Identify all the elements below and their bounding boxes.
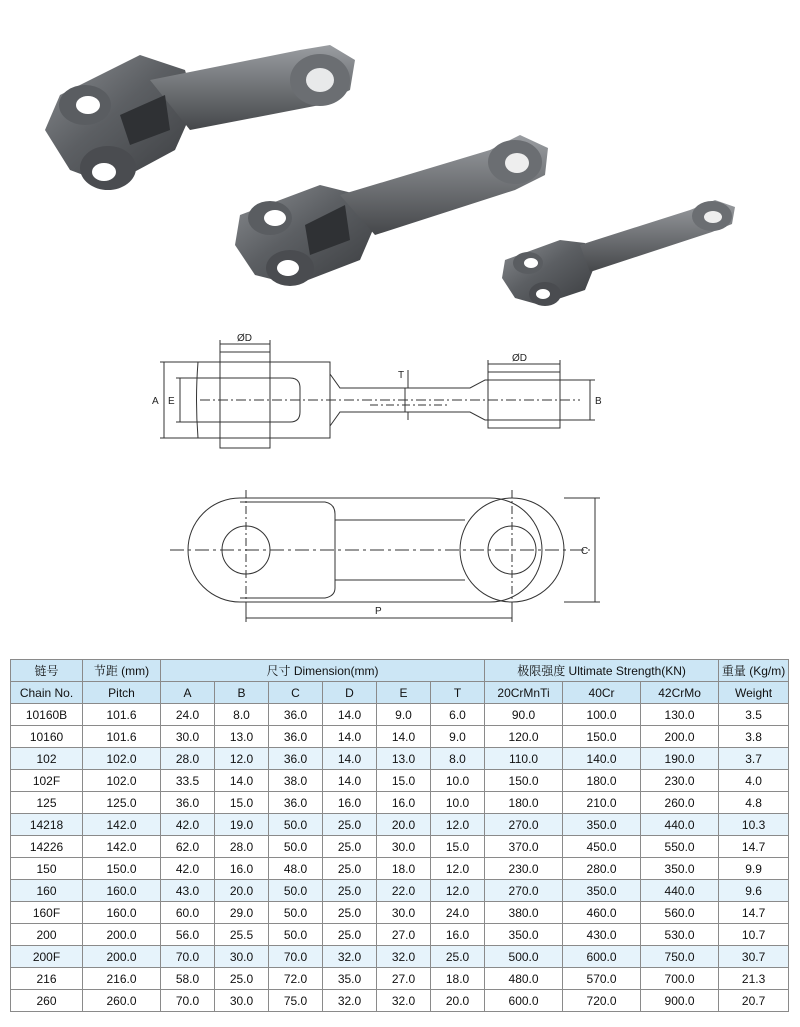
table-row	[11, 902, 789, 924]
table-cell: 150.0	[83, 858, 161, 880]
chain-spec-table	[10, 659, 789, 1012]
table-cell: 9.6	[719, 880, 789, 902]
table-cell: 70.0	[161, 946, 215, 968]
table-cell: 160.0	[83, 880, 161, 902]
table-cell: 200	[11, 924, 83, 946]
table-cell: 150	[11, 858, 83, 880]
table-cell: 38.0	[269, 770, 323, 792]
table-row	[11, 748, 789, 770]
table-cell: 370.0	[485, 836, 563, 858]
table-cell: 16.0	[377, 792, 431, 814]
dim-label-d-fork: ØD	[237, 333, 252, 344]
spec-table-body	[11, 704, 789, 1012]
table-cell: 100.0	[563, 704, 641, 726]
table-cell: 30.0	[161, 726, 215, 748]
table-cell: 4.8	[719, 792, 789, 814]
column-header-row	[11, 682, 789, 704]
header-pitch-cn: 节距 (mm)	[83, 660, 161, 682]
table-cell: 270.0	[485, 880, 563, 902]
group-header-row	[11, 660, 789, 682]
table-row	[11, 792, 789, 814]
table-cell: 20.0	[215, 880, 269, 902]
table-cell: 230.0	[641, 770, 719, 792]
table-cell: 12.0	[215, 748, 269, 770]
table-cell: 142.0	[83, 814, 161, 836]
table-cell: 125	[11, 792, 83, 814]
table-cell: 10.0	[431, 792, 485, 814]
side-view-drawing	[140, 330, 620, 450]
table-cell: 30.0	[377, 902, 431, 924]
table-cell: 570.0	[563, 968, 641, 990]
col-weight: Weight	[719, 682, 789, 704]
table-cell: 750.0	[641, 946, 719, 968]
table-cell: 24.0	[161, 704, 215, 726]
table-cell: 20.0	[431, 990, 485, 1012]
table-cell: 350.0	[485, 924, 563, 946]
table-cell: 32.0	[323, 946, 377, 968]
table-cell: 550.0	[641, 836, 719, 858]
table-cell: 50.0	[269, 814, 323, 836]
table-cell: 440.0	[641, 814, 719, 836]
table-cell: 102F	[11, 770, 83, 792]
table-cell: 102.0	[83, 748, 161, 770]
table-cell: 30.0	[215, 990, 269, 1012]
table-cell: 900.0	[641, 990, 719, 1012]
table-cell: 15.0	[431, 836, 485, 858]
table-cell: 600.0	[563, 946, 641, 968]
table-cell: 32.0	[323, 990, 377, 1012]
table-cell: 140.0	[563, 748, 641, 770]
table-cell: 32.0	[377, 990, 431, 1012]
table-cell: 350.0	[563, 814, 641, 836]
table-cell: 110.0	[485, 748, 563, 770]
table-cell: 30.7	[719, 946, 789, 968]
table-cell: 36.0	[269, 748, 323, 770]
table-cell: 260	[11, 990, 83, 1012]
table-cell: 102.0	[83, 770, 161, 792]
table-cell: 36.0	[269, 704, 323, 726]
table-cell: 280.0	[563, 858, 641, 880]
product-photo	[0, 0, 800, 330]
table-cell: 25.0	[323, 814, 377, 836]
table-cell: 160F	[11, 902, 83, 924]
table-cell: 19.0	[215, 814, 269, 836]
table-cell: 12.0	[431, 880, 485, 902]
table-cell: 120.0	[485, 726, 563, 748]
table-cell: 230.0	[485, 858, 563, 880]
table-cell: 460.0	[563, 902, 641, 924]
table-row	[11, 770, 789, 792]
table-row	[11, 924, 789, 946]
table-cell: 14.0	[323, 748, 377, 770]
table-cell: 14.0	[377, 726, 431, 748]
col-d: D	[323, 682, 377, 704]
table-cell: 60.0	[161, 902, 215, 924]
table-cell: 160.0	[83, 902, 161, 924]
table-cell: 24.0	[431, 902, 485, 924]
table-cell: 27.0	[377, 968, 431, 990]
table-cell: 50.0	[269, 924, 323, 946]
table-cell: 3.5	[719, 704, 789, 726]
table-cell: 20.7	[719, 990, 789, 1012]
col-e: E	[377, 682, 431, 704]
table-cell: 10.3	[719, 814, 789, 836]
table-cell: 33.5	[161, 770, 215, 792]
col-pitch: Pitch	[83, 682, 161, 704]
col-40cr: 40Cr	[563, 682, 641, 704]
table-cell: 8.0	[431, 748, 485, 770]
dim-label-p: P	[375, 606, 382, 617]
table-cell: 29.0	[215, 902, 269, 924]
table-cell: 36.0	[269, 792, 323, 814]
table-cell: 21.3	[719, 968, 789, 990]
top-view-drawing	[140, 480, 620, 630]
table-cell: 4.0	[719, 770, 789, 792]
table-cell: 25.0	[323, 858, 377, 880]
table-cell: 72.0	[269, 968, 323, 990]
table-cell: 13.0	[215, 726, 269, 748]
table-cell: 130.0	[641, 704, 719, 726]
table-cell: 720.0	[563, 990, 641, 1012]
table-cell: 180.0	[485, 792, 563, 814]
table-cell: 25.0	[431, 946, 485, 968]
table-cell: 14.7	[719, 902, 789, 924]
col-b: B	[215, 682, 269, 704]
table-cell: 530.0	[641, 924, 719, 946]
table-cell: 440.0	[641, 880, 719, 902]
table-cell: 70.0	[269, 946, 323, 968]
table-cell: 3.8	[719, 726, 789, 748]
table-cell: 9.0	[377, 704, 431, 726]
table-cell: 200.0	[641, 726, 719, 748]
table-cell: 20.0	[377, 814, 431, 836]
table-cell: 150.0	[563, 726, 641, 748]
table-cell: 216	[11, 968, 83, 990]
table-cell: 90.0	[485, 704, 563, 726]
header-strength: 极限强度 Ultimate Strength(KN)	[485, 660, 719, 682]
table-cell: 6.0	[431, 704, 485, 726]
table-cell: 25.0	[323, 902, 377, 924]
table-cell: 50.0	[269, 880, 323, 902]
table-cell: 50.0	[269, 836, 323, 858]
header-chain-no-cn: 链号	[11, 660, 83, 682]
chain-link-small	[502, 200, 735, 306]
table-row	[11, 704, 789, 726]
table-cell: 260.0	[83, 990, 161, 1012]
table-row	[11, 880, 789, 902]
table-cell: 480.0	[485, 968, 563, 990]
table-cell: 200F	[11, 946, 83, 968]
dim-label-d-end: ØD	[512, 353, 527, 364]
table-cell: 16.0	[215, 858, 269, 880]
table-row	[11, 836, 789, 858]
table-cell: 22.0	[377, 880, 431, 902]
table-cell: 10.7	[719, 924, 789, 946]
table-cell: 102	[11, 748, 83, 770]
col-c: C	[269, 682, 323, 704]
table-cell: 25.0	[323, 924, 377, 946]
table-cell: 14.0	[323, 770, 377, 792]
table-cell: 30.0	[377, 836, 431, 858]
table-cell: 210.0	[563, 792, 641, 814]
col-t: T	[431, 682, 485, 704]
table-row	[11, 858, 789, 880]
table-cell: 450.0	[563, 836, 641, 858]
dim-label-e: E	[168, 396, 175, 407]
table-cell: 28.0	[215, 836, 269, 858]
table-cell: 10160B	[11, 704, 83, 726]
table-cell: 14218	[11, 814, 83, 836]
table-cell: 42.0	[161, 814, 215, 836]
table-cell: 58.0	[161, 968, 215, 990]
table-cell: 200.0	[83, 924, 161, 946]
table-cell: 190.0	[641, 748, 719, 770]
table-cell: 260.0	[641, 792, 719, 814]
table-cell: 28.0	[161, 748, 215, 770]
table-cell: 10160	[11, 726, 83, 748]
table-cell: 14.0	[323, 704, 377, 726]
table-cell: 42.0	[161, 858, 215, 880]
dim-label-b: B	[595, 396, 602, 407]
table-cell: 200.0	[83, 946, 161, 968]
table-cell: 8.0	[215, 704, 269, 726]
table-cell: 380.0	[485, 902, 563, 924]
table-cell: 101.6	[83, 726, 161, 748]
table-cell: 180.0	[563, 770, 641, 792]
table-cell: 270.0	[485, 814, 563, 836]
table-cell: 36.0	[269, 726, 323, 748]
col-42crmo: 42CrMo	[641, 682, 719, 704]
table-cell: 600.0	[485, 990, 563, 1012]
table-cell: 56.0	[161, 924, 215, 946]
table-cell: 9.9	[719, 858, 789, 880]
table-cell: 25.5	[215, 924, 269, 946]
table-cell: 50.0	[269, 902, 323, 924]
table-cell: 18.0	[377, 858, 431, 880]
table-cell: 13.0	[377, 748, 431, 770]
table-cell: 25.0	[323, 880, 377, 902]
table-row	[11, 968, 789, 990]
table-cell: 700.0	[641, 968, 719, 990]
col-a: A	[161, 682, 215, 704]
table-cell: 10.0	[431, 770, 485, 792]
dim-label-a: A	[152, 396, 159, 407]
col-20crmnti: 20CrMnTi	[485, 682, 563, 704]
table-cell: 12.0	[431, 814, 485, 836]
table-cell: 62.0	[161, 836, 215, 858]
chain-link-large	[45, 45, 355, 190]
table-cell: 16.0	[323, 792, 377, 814]
table-cell: 15.0	[377, 770, 431, 792]
table-cell: 48.0	[269, 858, 323, 880]
table-cell: 75.0	[269, 990, 323, 1012]
table-cell: 25.0	[215, 968, 269, 990]
header-dimension: 尺寸 Dimension(mm)	[161, 660, 485, 682]
table-row	[11, 946, 789, 968]
table-cell: 16.0	[431, 924, 485, 946]
table-row	[11, 726, 789, 748]
table-cell: 216.0	[83, 968, 161, 990]
chain-link-medium	[235, 135, 548, 286]
dim-label-t: T	[398, 370, 405, 381]
table-cell: 14.0	[215, 770, 269, 792]
table-cell: 36.0	[161, 792, 215, 814]
table-cell: 3.7	[719, 748, 789, 770]
table-row	[11, 814, 789, 836]
table-cell: 430.0	[563, 924, 641, 946]
table-cell: 14.0	[323, 726, 377, 748]
table-cell: 560.0	[641, 902, 719, 924]
table-cell: 14226	[11, 836, 83, 858]
table-cell: 12.0	[431, 858, 485, 880]
table-cell: 32.0	[377, 946, 431, 968]
table-cell: 500.0	[485, 946, 563, 968]
table-cell: 350.0	[641, 858, 719, 880]
table-row	[11, 990, 789, 1012]
table-cell: 350.0	[563, 880, 641, 902]
col-chain-no: Chain No.	[11, 682, 83, 704]
table-cell: 43.0	[161, 880, 215, 902]
table-cell: 14.7	[719, 836, 789, 858]
table-cell: 18.0	[431, 968, 485, 990]
table-cell: 25.0	[323, 836, 377, 858]
table-cell: 101.6	[83, 704, 161, 726]
table-cell: 15.0	[215, 792, 269, 814]
table-cell: 150.0	[485, 770, 563, 792]
table-cell: 160	[11, 880, 83, 902]
table-cell: 142.0	[83, 836, 161, 858]
table-cell: 9.0	[431, 726, 485, 748]
table-cell: 35.0	[323, 968, 377, 990]
table-cell: 30.0	[215, 946, 269, 968]
table-cell: 27.0	[377, 924, 431, 946]
header-weight-cn: 重量 (Kg/m)	[719, 660, 789, 682]
table-cell: 125.0	[83, 792, 161, 814]
dim-label-c: C	[581, 546, 589, 557]
table-cell: 70.0	[161, 990, 215, 1012]
